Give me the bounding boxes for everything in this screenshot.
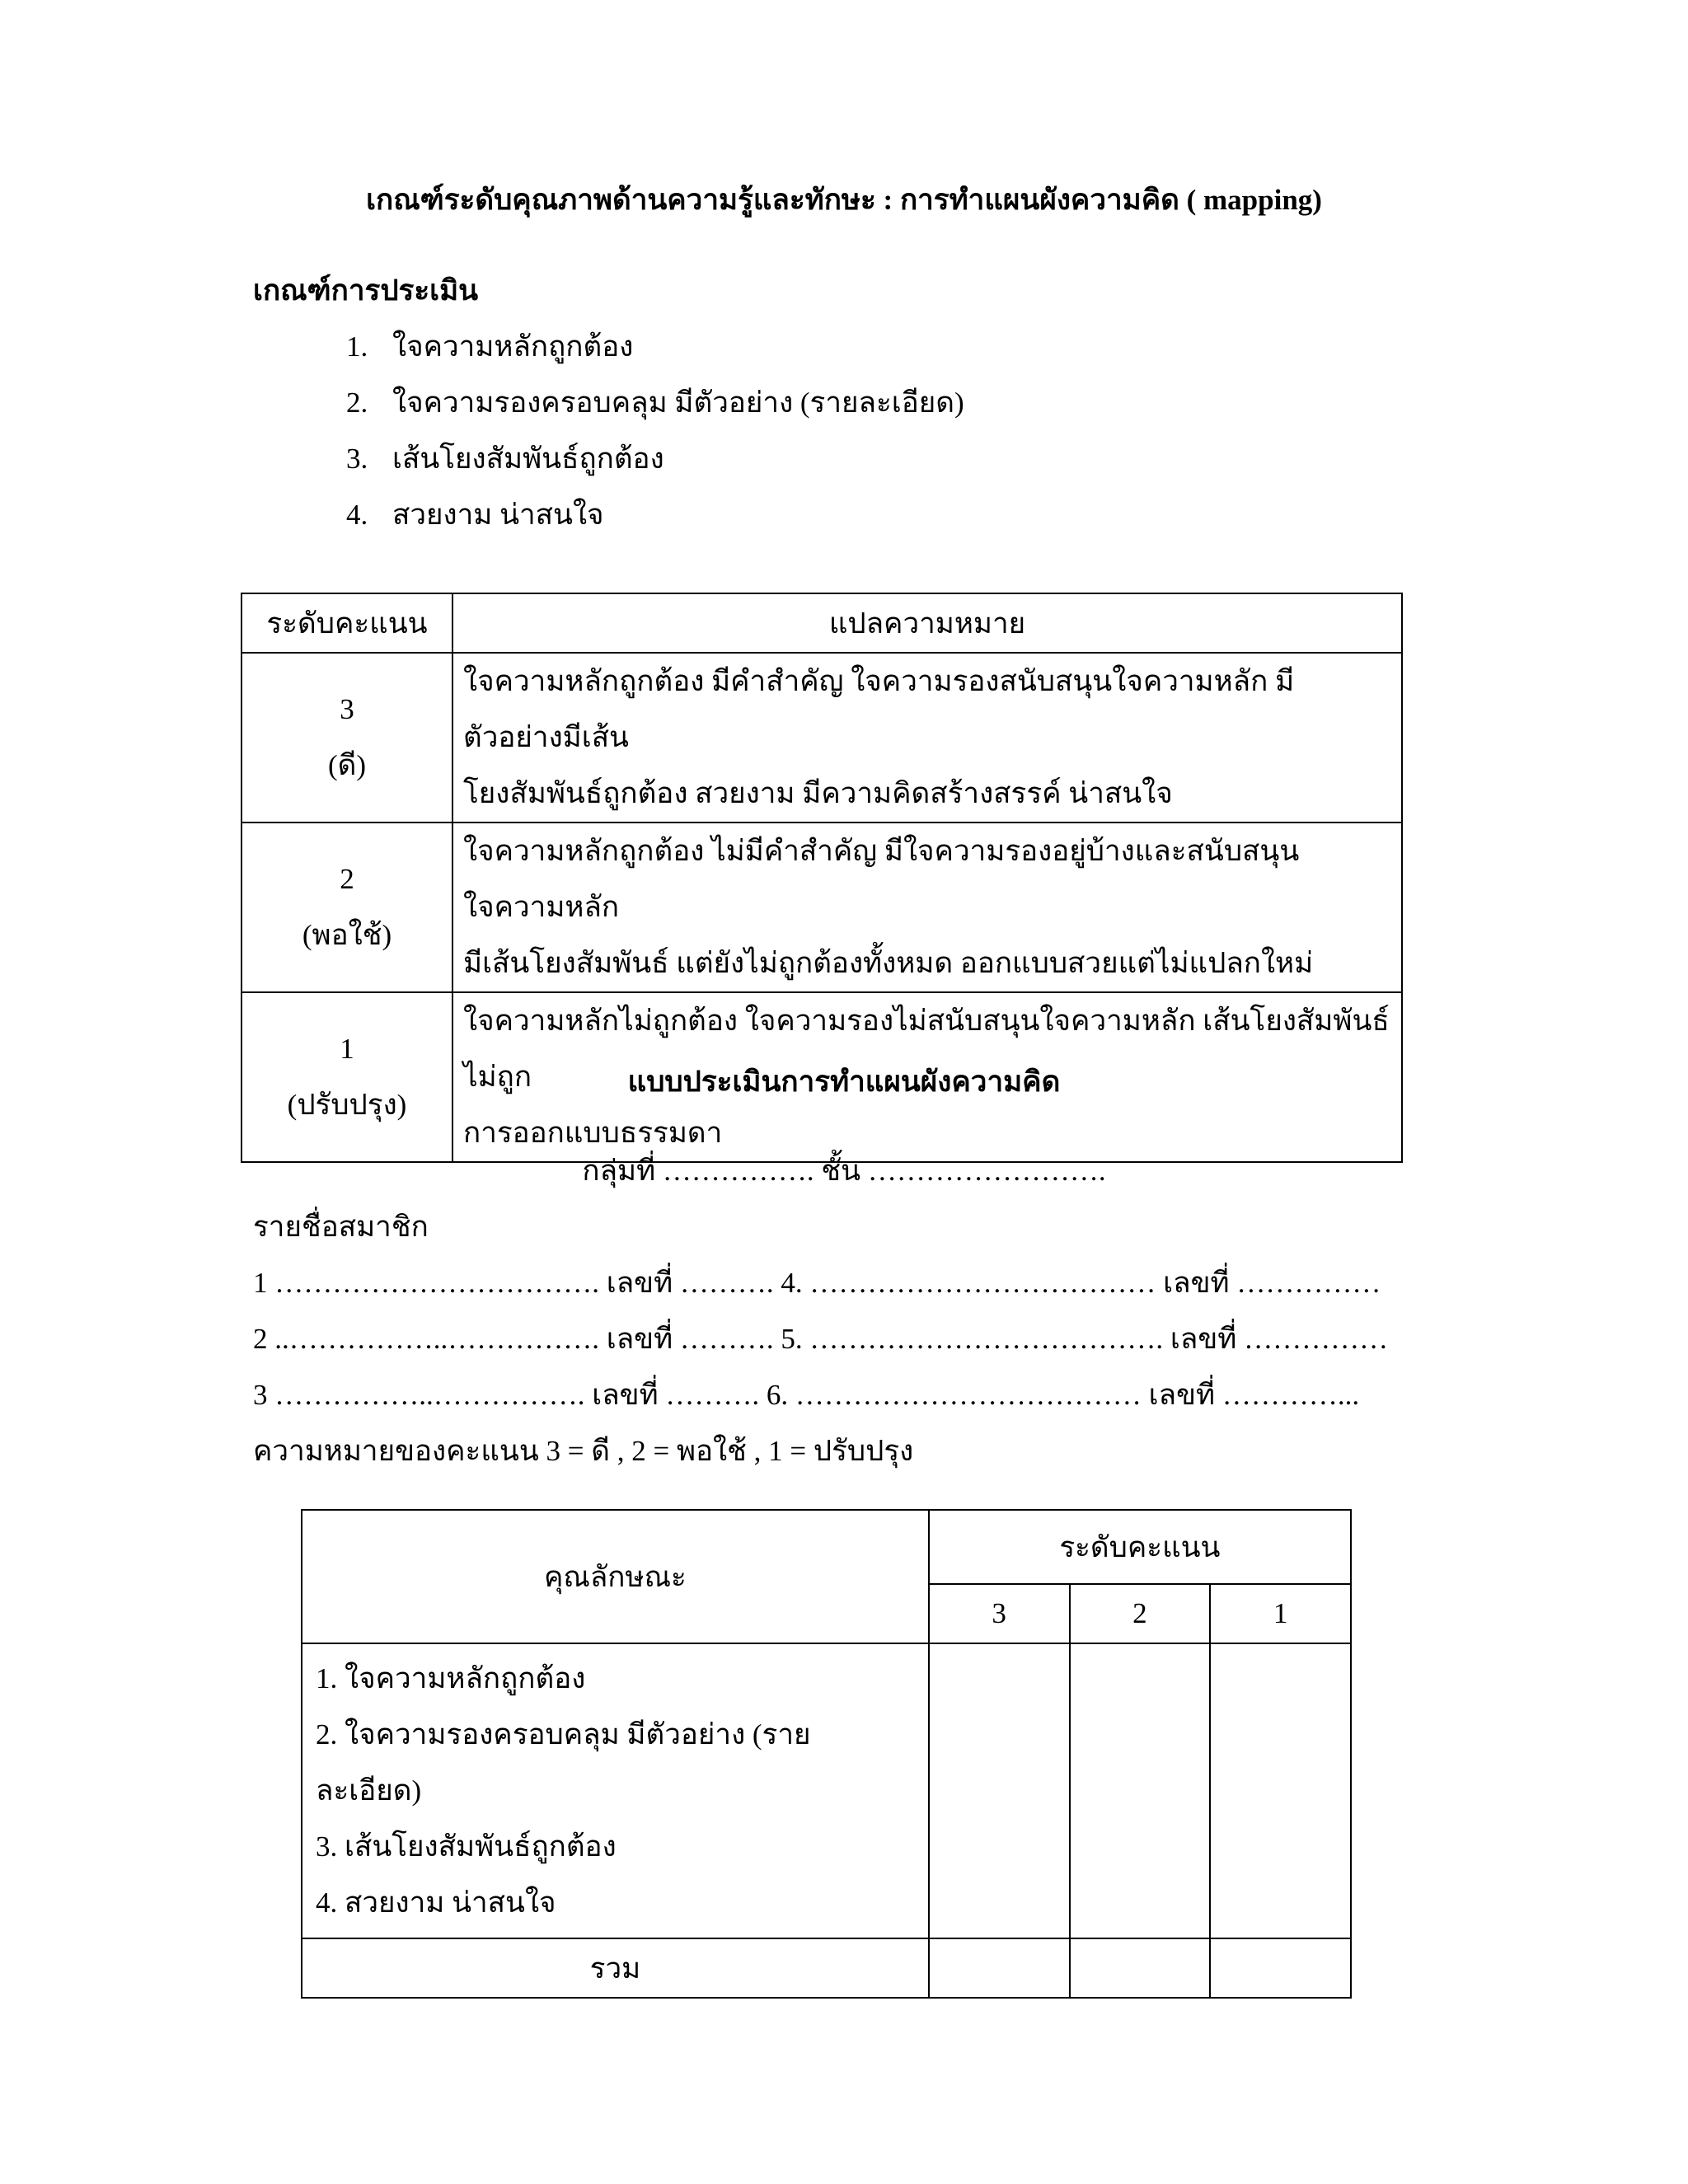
criteria-item [346,324,633,369]
eval-total-cell-3[interactable] [929,1938,1070,1998]
member-line: 2 ..……………..……………. เลขที่ ………. 5. ………………………………. เลขที่ …………… [253,1323,1389,1355]
form-title: แบบประเมินการทำแผนผังความคิด [627,1066,1061,1098]
rubric-row [241,823,1402,992]
eval-score-cell-2[interactable] [1070,1643,1211,1938]
rubric-score: 2 [340,863,354,895]
score-meaning: ความหมายของคะแนน 3 = ดี , 2 = พอใช้ , 1 = ปรับปรุง [253,1435,914,1467]
rubric-level-cell [241,653,452,823]
rubric-meaning-line: ใจความหลักถูกต้อง มีคำสำคัญ ใจความรองสนับสนุนใจความหลัก มีตัวอย่างมีเส้น [463,665,1295,753]
eval-total-cell-2[interactable] [1070,1938,1211,1998]
criteria-item [346,436,664,481]
rubric-score: 1 [340,1033,354,1065]
criteria-item-number: 4. [346,499,368,531]
rubric-meaning-line: โยงสัมพันธ์ถูกต้อง สวยงาม มีความคิดสร้างสรรค์ น่าสนใจ [463,777,1173,809]
members-heading: รายชื่อสมาชิก [253,1211,429,1243]
criteria-item [346,380,964,425]
eval-item: 3. เส้นโยงสัมพันธ์ถูกต้อง [316,1830,617,1863]
rubric-row [241,653,1402,823]
eval-total-label: รวม [302,1938,929,1998]
eval-score-col-1: 1 [1210,1584,1351,1643]
rubric-score-label: (ปรับปรุง) [287,1089,407,1121]
criteria-item-text: ใจความหลักถูกต้อง [392,330,634,363]
rubric-header-row [241,593,1402,653]
rubric-score-label: (ดี) [327,749,367,781]
eval-header-score: ระดับคะแนน [929,1510,1351,1584]
eval-total-cell-1[interactable] [1210,1938,1351,1998]
eval-item: 1. ใจความหลักถูกต้อง [316,1662,586,1694]
group-line: กลุ่มที่ ……………. ชั้น ……………………. [582,1155,1106,1187]
rubric-level-cell [241,823,452,992]
criteria-item-number: 2. [346,387,368,419]
criteria-item-number: 3. [346,443,368,475]
rubric-meaning-line: ใจความหลักถูกต้อง ไม่มีคำสำคัญ มีใจความรองอยู่บ้างและสนับสนุนใจความหลัก [463,835,1300,923]
eval-header-row [302,1510,1351,1584]
eval-score-col-3: 3 [929,1584,1070,1643]
eval-item: 4. สวยงาม น่าสนใจ [316,1886,556,1919]
page-title-text: เกณฑ์ระดับคุณภาพด้านความรู้และทักษะ : การทำแผนผังความคิด ( mapping) [366,184,1322,216]
member-line: 1 ……………………………. เลขที่ ………. 4. ……………………………… เลขที่ …………… [253,1267,1381,1299]
criteria-item-text: สวยงาม น่าสนใจ [392,499,604,531]
eval-items-cell [302,1643,929,1938]
criteria-heading: เกณฑ์การประเมิน [253,274,479,307]
rubric-header-meaning: แปลความหมาย [452,593,1402,653]
eval-header-attribute: คุณลักษณะ [302,1510,929,1643]
eval-score-col-2: 2 [1070,1584,1211,1643]
criteria-item-text: ใจความรองครอบคลุม มีตัวอย่าง (รายละเอียด) [392,387,964,419]
eval-item: 2. ใจความรองครอบคลุม มีตัวอย่าง (รายละเอียด) [316,1718,811,1807]
evaluation-table [301,1509,1352,1999]
criteria-item [346,492,604,537]
rubric-meaning-line: มีเส้นโยงสัมพันธ์ แต่ยังไม่ถูกต้องทั้งหมด ออกแบบสวยแต่ไม่แปลกใหม่ [463,947,1314,979]
eval-total-row [302,1938,1351,1998]
eval-score-cell-1[interactable] [1210,1643,1351,1938]
page-title [0,177,1688,223]
rubric-score-label: (พอใช้) [302,919,392,951]
rubric-score: 3 [340,693,354,725]
member-line: 3 ……………..……………. เลขที่ ………. 6. ……………………………… เลขที่ …………... [253,1379,1360,1411]
rubric-header-level: ระดับคะแนน [241,593,452,653]
criteria-item-text: เส้นโยงสัมพันธ์ถูกต้อง [392,443,664,475]
eval-items-row [302,1643,1351,1938]
rubric-meaning-line: การออกแบบธรรมดา [463,1117,723,1149]
rubric-meaning-cell [452,823,1402,992]
rubric-meaning-cell [452,653,1402,823]
rubric-meaning-line: ใจความหลักไม่ถูกต้อง ใจความรองไม่สนับสนุนใจความหลัก เส้นโยงสัมพันธ์ไม่ถูก [463,1005,1390,1093]
criteria-item-number: 1. [346,330,368,363]
eval-score-cell-3[interactable] [929,1643,1070,1938]
